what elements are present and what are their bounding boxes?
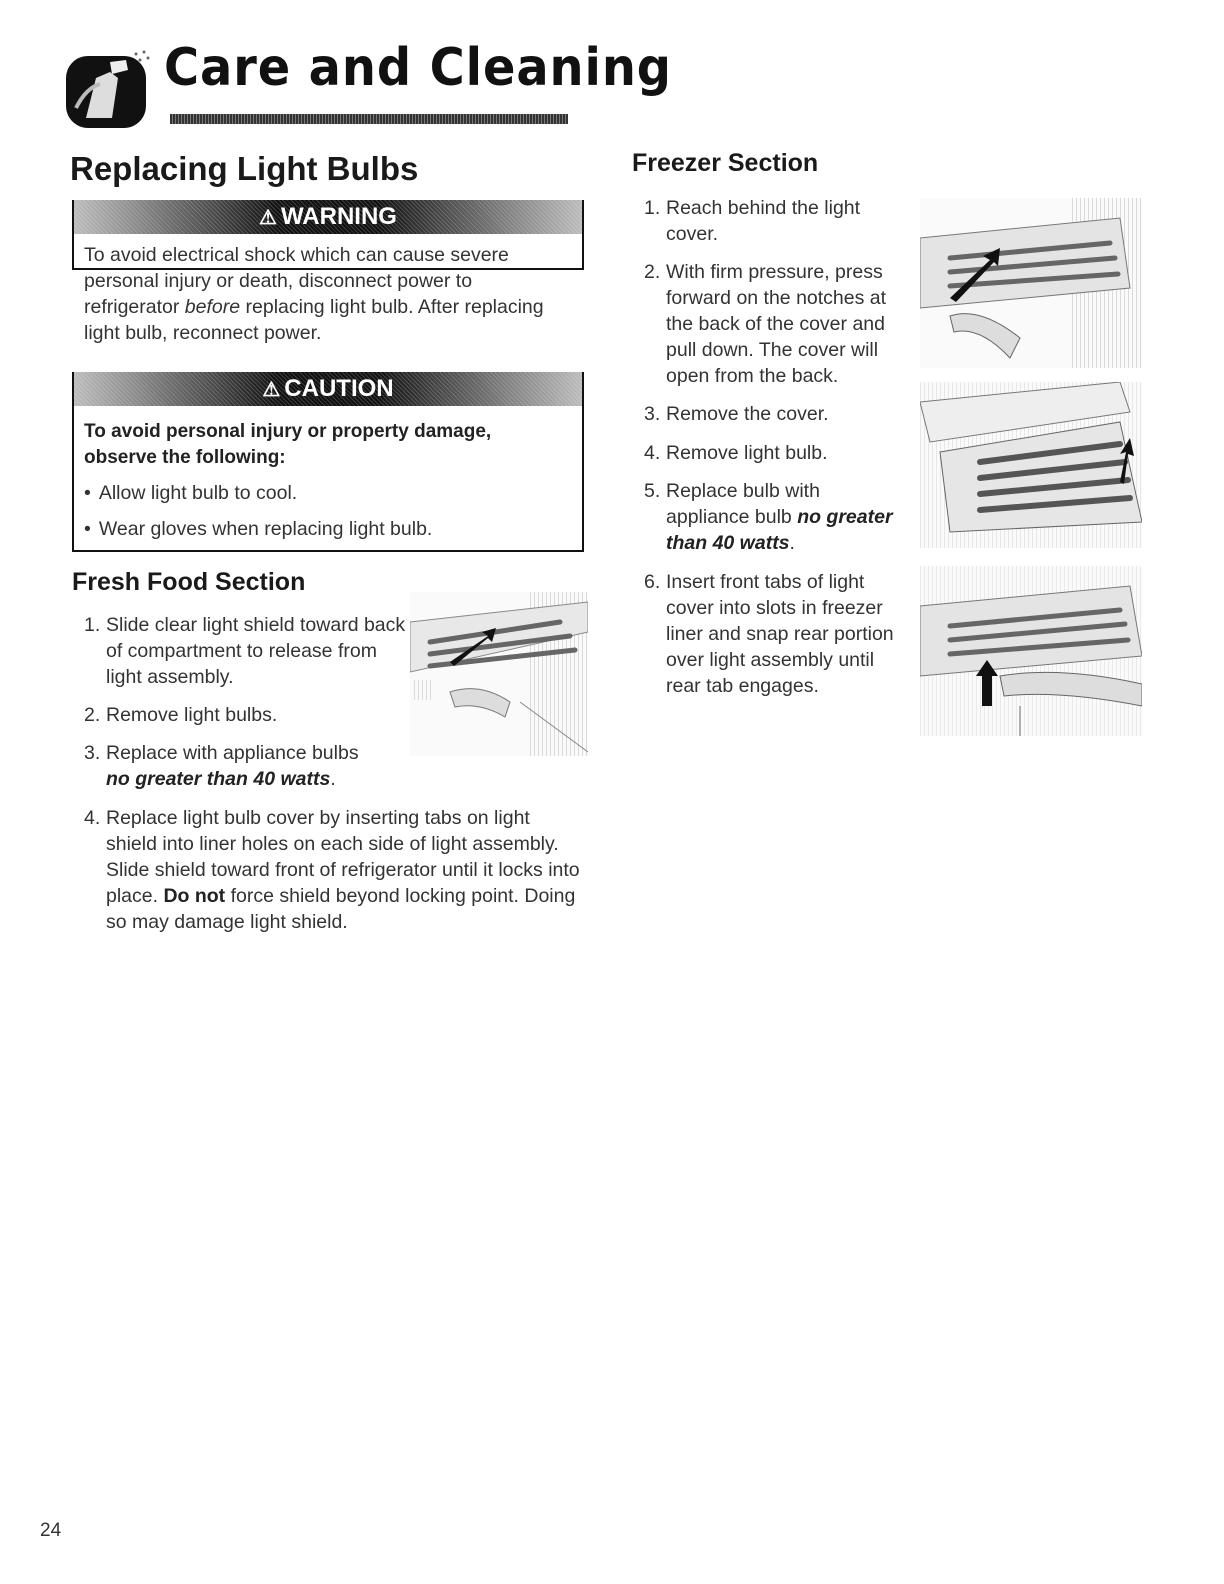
caution-triangle-icon: ⚠ <box>262 379 281 401</box>
fresh-step-2: 2. Remove light bulbs. <box>84 704 278 726</box>
freezer-step-2: 2. With firm pressure, press forward on the notches at the back of the cover and pull down. The cover will open from the back. <box>644 261 887 387</box>
care-cleaning-logo-icon <box>66 48 152 130</box>
freezer-illustration-1 <box>920 198 1142 368</box>
caution-bullet: • Wear gloves when replacing light bulb. <box>84 518 433 540</box>
freezer-title: Freezer Section <box>632 149 819 177</box>
caution-label: CAUTION <box>284 375 394 402</box>
warning-text: To avoid electrical shock which can cause severe personal injury or death, disconnect power to refrigerator before replacing light bulb. After replacing light bulb, reconnect power. <box>84 244 544 344</box>
page-number: 24 <box>40 1520 62 1541</box>
header-title: Care and Cleaning <box>164 38 672 98</box>
fresh-step-3: 3. Replace with appliance bulbs no greater than 40 watts. <box>84 742 359 790</box>
freezer-step-5: 5. Replace bulb with appliance bulb no greater than 40 watts. <box>644 480 893 554</box>
fresh-food-title: Fresh Food Section <box>72 568 306 596</box>
caution-bullet: • Allow light bulb to cool. <box>84 482 298 504</box>
caution-bar <box>74 372 582 406</box>
section-title: Replacing Light Bulbs <box>70 150 419 187</box>
freezer-illustration-2 <box>920 382 1142 548</box>
warning-bar <box>74 200 582 234</box>
freezer-step-4: 4. Remove light bulb. <box>644 442 828 464</box>
freezer-illustration-3 <box>920 566 1142 736</box>
header-rule <box>170 114 568 124</box>
warning-triangle-icon: ⚠ <box>259 207 277 229</box>
freezer-step-1: 1. Reach behind the light cover. <box>644 197 861 245</box>
warning-label: WARNING <box>280 203 397 230</box>
caution-heading: To avoid personal injury or property damage, observe the following: <box>84 421 492 468</box>
fresh-step-1: 1. Slide clear light shield toward back of compartment to release from light assembly. <box>84 614 406 688</box>
freezer-step-3: 3. Remove the cover. <box>644 403 829 425</box>
freezer-step-6: 6. Insert front tabs of light cover into slots in freezer liner and snap rear portion over light assembly until rear tab engages. <box>644 571 894 697</box>
fresh-food-illustration <box>410 592 588 756</box>
fresh-step-4: 4. Replace light bulb cover by inserting tabs on light shield into liner holes on each side of light assembly. Slide shield toward front of refrigerator until it locks into place. Do not force shield beyond locking point. Doing so may damage light shield. <box>84 807 580 933</box>
